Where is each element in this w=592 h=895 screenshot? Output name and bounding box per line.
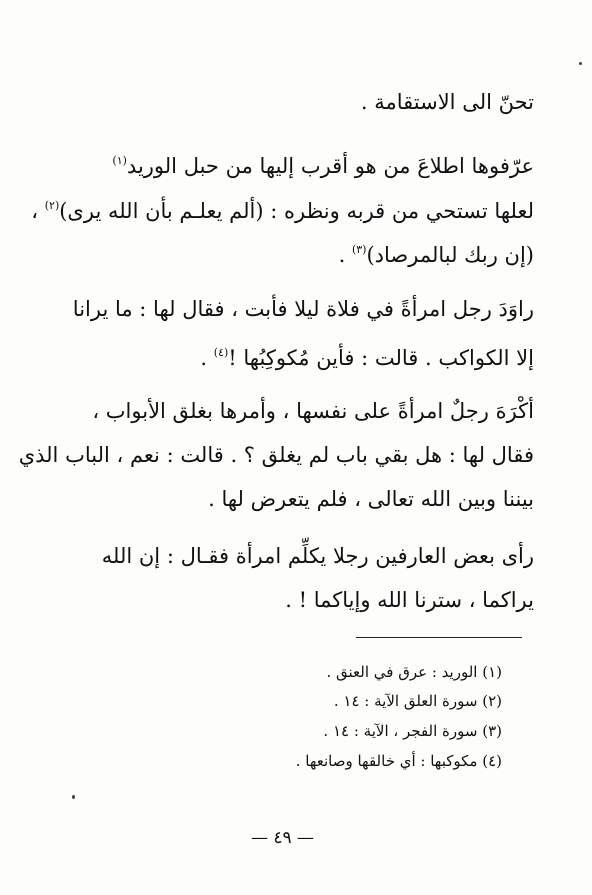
footnote-4: (٤) مكوكبها : أي خالقها وصانعها .	[295, 752, 502, 770]
line-text: (إن ربك لبالمرصاد)	[366, 243, 534, 267]
footnote-2: (٢) سورة العلق الآية : ١٤ .	[333, 692, 502, 710]
text-line-2	[112, 146, 534, 181]
footnote-ref: (٣)	[351, 243, 367, 256]
line-text: أكْرَهَ رجلٌ امرأةً على نفسها ، وأمرها بغلق الأبواب ،	[92, 399, 534, 423]
text-line-10	[102, 541, 534, 571]
footnote-1: (١) الوريد : عرق في العنق .	[326, 663, 502, 681]
footnote-ref: (٤)	[213, 346, 229, 359]
line-text: إلا الكواكب . قالت : فأين مُكوكِبُها !	[228, 346, 534, 370]
line-text: فقال لها : هل بقي باب لم يغلق ؟ . قالت : نعم ، الباب الذي	[18, 443, 534, 467]
text-line-11	[285, 585, 534, 615]
line-tail: .	[338, 243, 352, 267]
page-number: — ٤٩ —	[250, 828, 315, 848]
footnote-ref: (١)	[112, 154, 127, 167]
footnote-separator	[356, 637, 522, 638]
line-text: عرّفوها اطلاعَ من هو أقرب إليها من حبل الوريد	[126, 154, 534, 178]
text-line-4	[339, 235, 534, 270]
text-line-1	[361, 87, 534, 117]
line-text: لعلها تستحي من قربه ونظره : (ألم يعلـم بأن الله يرى)	[59, 199, 534, 223]
text-line-3	[31, 191, 534, 226]
line-text: راوَدَ رجل امرأةً في فلاة ليلا فأبت ، فقال لها : ما يرانا	[72, 297, 534, 321]
line-text: بيننا وبين الله تعالى ، فلم يتعرض لها .	[208, 487, 534, 511]
line-tail: .	[200, 346, 214, 370]
text-line-9	[208, 484, 534, 514]
line-text: رأى بعض العارفين رجلا يكلِّم امرأة فقـال : إن الله	[101, 544, 534, 568]
footnote-3: (٣) سورة الفجر ، الآية : ١٤ .	[323, 722, 502, 740]
line-text: تحنّ الى الاستقامة .	[360, 90, 534, 114]
line-text: يراكما ، سترنا الله وإياكما ! .	[285, 588, 534, 612]
text-line-5	[73, 294, 534, 324]
text-line-7	[92, 396, 534, 426]
text-line-8	[19, 440, 534, 470]
scan-speck	[72, 795, 75, 799]
footnote-ref: (٢)	[44, 199, 60, 212]
scan-speck	[579, 62, 582, 65]
line-tail: ،	[31, 199, 45, 223]
text-line-6	[200, 338, 534, 373]
